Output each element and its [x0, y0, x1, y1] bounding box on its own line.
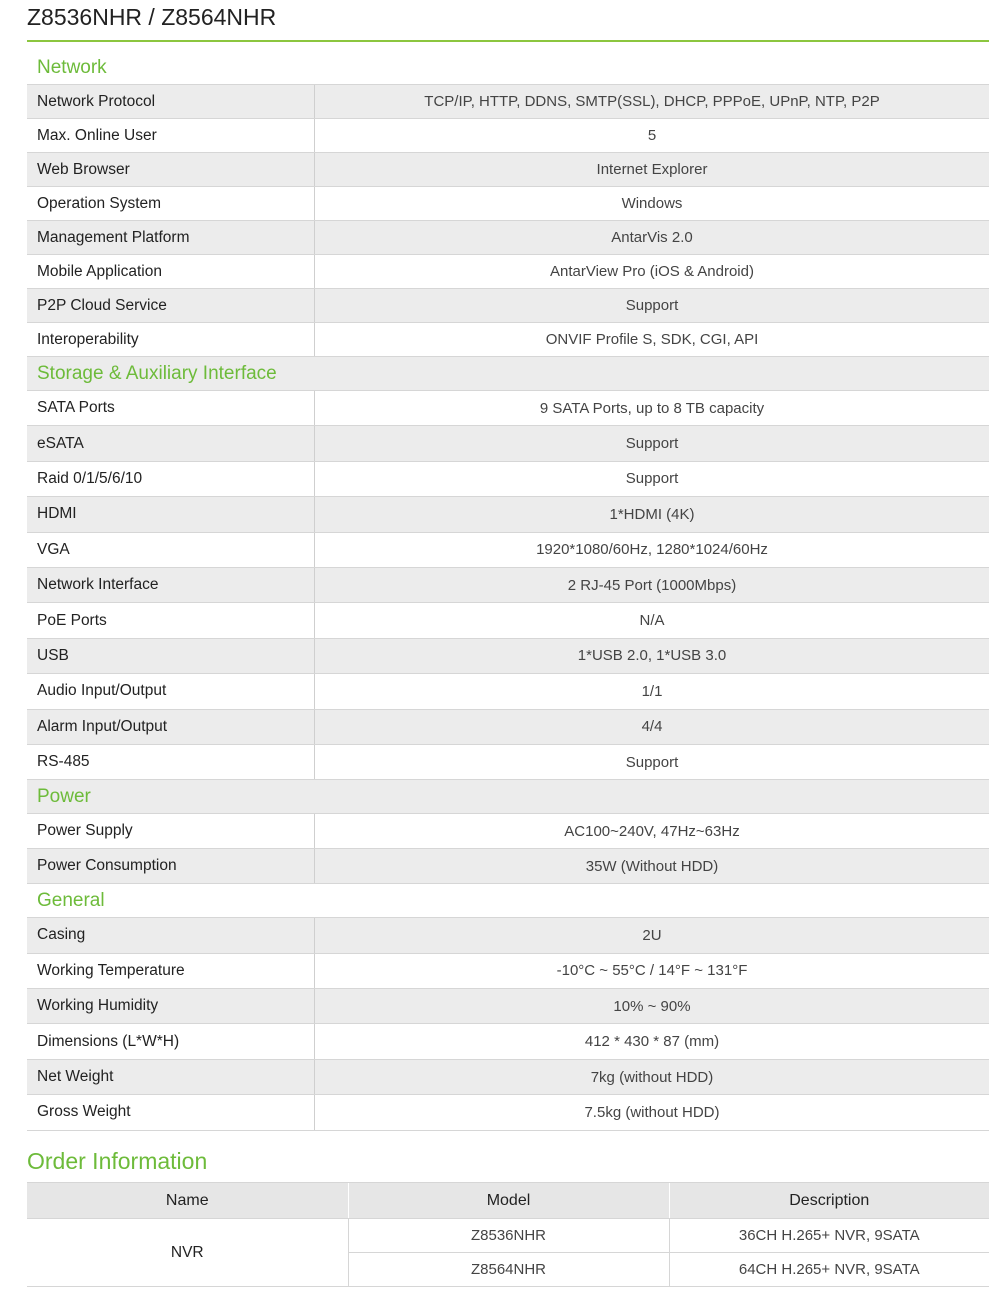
spec-label: USB: [27, 639, 315, 673]
description-cell: 36CH H.265+ NVR, 9SATA: [669, 1219, 989, 1253]
spec-row: [27, 849, 989, 884]
spec-row: [27, 323, 989, 357]
spec-row: [27, 391, 989, 426]
spec-row: [27, 568, 989, 603]
table-row: [27, 1219, 989, 1253]
spec-value: 10% ~ 90%: [613, 997, 691, 1015]
spec-label: Net Weight: [27, 1060, 315, 1094]
spec-label: Web Browser: [27, 153, 315, 186]
spec-label: HDMI: [27, 497, 315, 531]
spec-label: Network Interface: [27, 568, 315, 602]
spec-value: 2U: [642, 926, 662, 944]
spec-value: AntarView Pro (iOS & Android): [550, 263, 754, 280]
spec-row: [27, 814, 989, 849]
spec-row: [27, 1060, 989, 1095]
spec-row: [27, 989, 989, 1024]
column-header-name: Name: [27, 1183, 348, 1219]
spec-label: Working Temperature: [27, 954, 315, 988]
spec-label: Working Humidity: [27, 989, 315, 1023]
spec-row: [27, 954, 989, 989]
spec-label: PoE Ports: [27, 603, 315, 637]
spec-row: [27, 533, 989, 568]
spec-label: Max. Online User: [27, 119, 315, 152]
section-power: [27, 780, 989, 884]
spec-value: 1*HDMI (4K): [609, 505, 695, 523]
spec-value: ONVIF Profile S, SDK, CGI, API: [545, 331, 759, 348]
order-information-title: Order Information: [27, 1148, 208, 1174]
spec-value: 35W (Without HDD): [585, 857, 719, 875]
page-title: Z8536NHR / Z8564NHR: [27, 4, 277, 30]
spec-table: [27, 51, 989, 1131]
spec-value: 1920*1080/60Hz, 1280*1024/60Hz: [536, 541, 768, 559]
spec-label: Mobile Application: [27, 255, 315, 288]
spec-row: [27, 745, 989, 780]
spec-label: Dimensions (L*W*H): [27, 1024, 315, 1058]
spec-value: 7kg (without HDD): [590, 1068, 714, 1086]
spec-value: 7.5kg (without HDD): [584, 1103, 720, 1121]
spec-row: [27, 85, 989, 119]
spec-row: [27, 603, 989, 638]
model-cell: Z8536NHR: [348, 1219, 669, 1253]
order-table: [27, 1182, 989, 1287]
spec-value: TCP/IP, HTTP, DDNS, SMTP(SSL), DHCP, PPPoE, UPnP, NTP, P2P: [424, 93, 880, 110]
spec-value: Internet Explorer: [596, 161, 708, 178]
spec-value: 4/4: [641, 718, 663, 736]
section-storage: [27, 357, 989, 780]
spec-value: 1/1: [641, 682, 663, 700]
spec-row: [27, 1095, 989, 1130]
spec-value: AC100~240V, 47Hz~63Hz: [564, 822, 740, 840]
spec-row: [27, 255, 989, 289]
spec-row: [27, 918, 989, 953]
spec-value: 2 RJ-45 Port (1000Mbps): [567, 576, 737, 594]
spec-label: Power Consumption: [27, 849, 315, 883]
spec-row: [27, 674, 989, 709]
product-name: NVR: [27, 1219, 348, 1287]
section-heading: Network: [27, 51, 989, 85]
model-cell: Z8564NHR: [348, 1253, 669, 1287]
spec-value: Support: [625, 435, 679, 453]
spec-label: Audio Input/Output: [27, 674, 315, 708]
spec-value: 412 * 430 * 87 (mm): [584, 1033, 720, 1051]
spec-label: P2P Cloud Service: [27, 289, 315, 322]
spec-value: 5: [647, 127, 657, 144]
spec-label: VGA: [27, 533, 315, 567]
spec-row: [27, 462, 989, 497]
spec-label: Interoperability: [27, 323, 315, 356]
spec-value: 9 SATA Ports, up to 8 TB capacity: [539, 399, 765, 417]
spec-row: [27, 426, 989, 461]
spec-value: -10°C ~ 55°C / 14°F ~ 131°F: [556, 962, 748, 980]
spec-label: Management Platform: [27, 221, 315, 254]
spec-row: [27, 497, 989, 532]
column-header-model: Model: [348, 1183, 669, 1219]
spec-row: [27, 710, 989, 745]
spec-label: Alarm Input/Output: [27, 710, 315, 744]
spec-value: N/A: [639, 612, 665, 630]
spec-label: Gross Weight: [27, 1095, 315, 1129]
spec-row: [27, 153, 989, 187]
description-cell: 64CH H.265+ NVR, 9SATA: [669, 1253, 989, 1287]
spec-value: Support: [625, 297, 679, 314]
spec-label: Casing: [27, 918, 315, 952]
spec-value: AntarVis 2.0: [611, 229, 693, 246]
spec-value: 1*USB 2.0, 1*USB 3.0: [577, 647, 727, 665]
spec-label: Raid 0/1/5/6/10: [27, 462, 315, 496]
spec-label: SATA Ports: [27, 391, 315, 425]
section-heading: General: [27, 884, 989, 918]
spec-label: Operation System: [27, 187, 315, 220]
spec-value: Support: [625, 470, 679, 488]
section-heading: Power: [27, 780, 989, 814]
section-general: [27, 884, 989, 1130]
spec-row: [27, 187, 989, 221]
spec-label: eSATA: [27, 426, 315, 460]
spec-row: [27, 221, 989, 255]
section-network: [27, 51, 989, 357]
spec-value: Windows: [621, 195, 683, 212]
order-header-row: [27, 1183, 989, 1219]
section-heading: Storage & Auxiliary Interface: [27, 357, 989, 391]
spec-label: RS-485: [27, 745, 315, 779]
column-header-description: Description: [669, 1183, 989, 1219]
spec-row: [27, 119, 989, 153]
spec-row: [27, 639, 989, 674]
spec-label: Network Protocol: [27, 85, 315, 118]
spec-row: [27, 289, 989, 323]
title-divider: [27, 40, 989, 42]
spec-value: Support: [625, 753, 679, 771]
spec-row: [27, 1024, 989, 1059]
spec-label: Power Supply: [27, 814, 315, 848]
